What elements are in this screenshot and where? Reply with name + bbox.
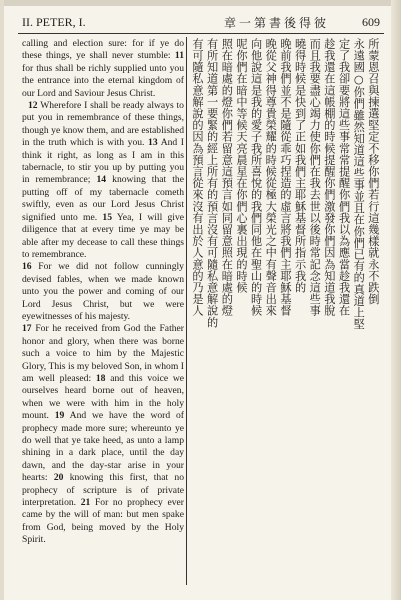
verse-number: 19 bbox=[54, 410, 65, 422]
chinese-column: 曉得時候是快到了正如我們主耶穌基督所指示我的 bbox=[293, 38, 307, 294]
chinese-column: 而且我要盡心竭力使你們在我去世以後時常記念這些事 bbox=[308, 38, 322, 317]
verse-text: Wherefore I shall be ready always to put you in remembrance of these things, though ye know them, and are established in the truth which is with you. bbox=[22, 100, 184, 149]
chinese-chapter-heading: 章一第書後得彼 bbox=[224, 16, 330, 30]
chinese-column: 呢你們在暗中等候天亮晨星在你們心裏出現的時候 bbox=[234, 38, 248, 294]
verse-paragraph bbox=[22, 100, 184, 261]
english-text-column bbox=[22, 38, 184, 580]
verse-number: 17 bbox=[22, 323, 32, 335]
verse-text: and this voice we ourselves heard borne out of heaven, when we were with him in the holy mount. bbox=[22, 372, 184, 422]
chinese-column: 晚從父神得尊貴榮耀的時候從極大榮光之中有聲音出來 bbox=[264, 38, 278, 317]
chinese-column: 定了我卻要將這些事常常提醒你們我以為應當趁我還在 bbox=[337, 38, 351, 317]
verse-text: For he received from God the Father honor and glory, when there was borne such a voice to him by the Majestic Glory, This is my beloved Son, in whom I am well pleased: bbox=[22, 323, 184, 384]
page-edge-right bbox=[391, 0, 401, 600]
page-number: 609 bbox=[362, 15, 380, 29]
page-header bbox=[18, 13, 384, 34]
chinese-column: 照在暗處的燈你們若留意這預言如同留意照在暗處的燈 bbox=[220, 38, 234, 317]
verse-paragraph bbox=[22, 323, 184, 546]
chinese-column: 永遠國○你們雖然知道這些事並且在你們已有的真道上堅 bbox=[352, 38, 366, 330]
verse-number: 18 bbox=[95, 372, 106, 384]
book-chapter-heading: II. PETER, I. bbox=[22, 15, 86, 29]
verse-text: for thus shall be richly supplied unto you the entrance into the eternal kingdom of our Lord and Saviour Jesus Christ. bbox=[22, 62, 184, 99]
chinese-column: 趁我還在這帳棚的時候提醒你們激發你們因為知道我脫 bbox=[322, 38, 336, 317]
verse-number: 20 bbox=[53, 472, 64, 484]
verse-number: 21 bbox=[80, 497, 91, 509]
verse-paragraph bbox=[22, 261, 184, 323]
verse-number: 15 bbox=[102, 211, 112, 223]
verse-number: 13 bbox=[148, 137, 158, 149]
verse-text: calling and election sure: for if ye do these things, ye shall never stumble: bbox=[22, 38, 184, 62]
verse-paragraph bbox=[22, 38, 184, 100]
column-divider bbox=[186, 37, 187, 585]
verse-number: 11 bbox=[174, 50, 184, 62]
page-edge-top bbox=[0, 0, 401, 6]
page-edge-left bbox=[0, 0, 4, 600]
verse-text: And I think it right, as long as I am in this tabernacle, to stir you up by putting you in remembrance; bbox=[22, 137, 184, 186]
chinese-column: 所蒙恩召與揀選堅定不移你們若行這幾樣就永不跌倒 bbox=[366, 38, 380, 305]
chinese-column: 有所知道第一要緊的經上所有的預言沒有可隨私意解說的 bbox=[205, 38, 219, 328]
verse-number: 16 bbox=[22, 261, 32, 273]
chinese-column: 晚前我們並不是隨從乖巧捏造的虛言將我們主耶穌基督 bbox=[278, 38, 292, 317]
chinese-column: 有可隨私意解說的因為預言從來沒有出於人意的乃是人 bbox=[191, 38, 204, 317]
verse-text: knowing that the putting off of my tabernacle cometh swiftly, even as our Lord Jesus Christ signified unto me. bbox=[22, 174, 184, 223]
chinese-column: 向他說這是我的愛子我所喜悅的我們同他在聖山的時候 bbox=[249, 38, 263, 317]
chinese-text-area bbox=[190, 38, 380, 580]
verse-text: knowing this first, that no prophecy of scripture is of private interpretation. bbox=[22, 472, 184, 509]
verse-text: For we did not follow cunningly devised fables, when we made known unto you the power and coming of our Lord Jesus Christ, but we were eyewitnesses of his majesty. bbox=[22, 261, 184, 322]
verse-number: 14 bbox=[96, 174, 107, 186]
verse-text: For no prophecy ever came by the will of man: but men spake from God, being moved by the Holy Spirit. bbox=[22, 497, 184, 546]
verse-text: Yea, I will give diligence that at every time ye may be able after my decease to call these things to remembrance. bbox=[22, 211, 184, 260]
verse-number: 12 bbox=[28, 100, 38, 112]
verse-text: And we have the word of prophecy made more sure; whereunto ye do well that ye take heed, as unto a lamp shining in a dark place, until the day dawn, and the day-star arise in your hearts: bbox=[22, 410, 184, 484]
